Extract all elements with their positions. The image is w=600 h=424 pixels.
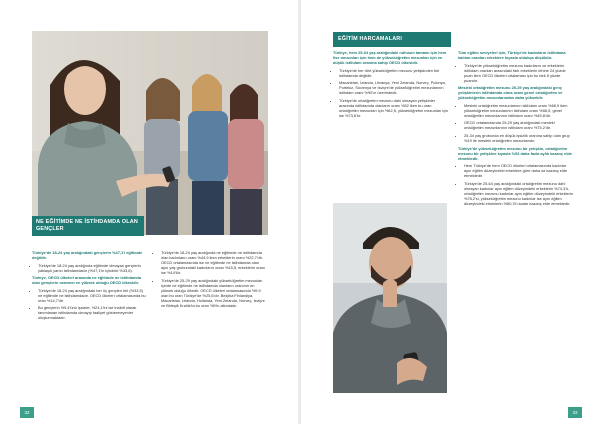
- left-column-2: [155, 250, 267, 310]
- bullet-item: • Türkiye'de 18-24 yaş aralığındaki her üç gençten biri (%33,5) ne eğitimde ne istihdamdadır. OECD ülkeleri ortalamasında bu oran %14,7'dir.: [38, 288, 148, 303]
- right-column-1: [333, 50, 451, 120]
- highlight-paragraph: Türkiye, OECD ülkeleri arasında ne eğitimde ne istihdamda olan gençlerin oranının en yüksek olduğu OECD ülkesidir.: [32, 275, 141, 286]
- section-heading-box: [32, 216, 144, 236]
- bullet-item: • Türkiye'de yükseköğretim mezunu kadınların ve erkeklerin istihdam oranları arasındaki fark erkeklerin lehine 24 yüzde puan iken OECD ülkeleri ortalaması için bu fark 6 yüzde puandır.: [464, 63, 573, 83]
- bullet-item: • Mesleki ortaöğretim mezunlarının istihdam oranı %68,9 iken yükseköğretim mezunlarının istihdam oranı %56,5, genel ortaöğretim mezunlarının istihdam oranı %45,8'dir.: [464, 103, 573, 118]
- left-page: [0, 0, 298, 424]
- bullet-item: • Türkiye'de her dört yükseköğretim mezunu yetişkinden biri istihdamda değildir.: [339, 68, 451, 78]
- bullet-item: • Bu gençlerin %9,4'ünü işsizler, %24,1'ini ise inaktif olarak tanımlanan istihdamda olmayıp faaliyet göstermeyenler oluşturmaktadır.: [38, 305, 148, 320]
- highlight-paragraph: Türkiye'de 18-24 yaş aralığındaki gençlerin %47,1'i eğitimde değildir.: [32, 250, 143, 260]
- bullet-item: • Türkiye'de 18-24 yaş aralığında eğitimde olmayan gençlerin yaklaşık yarısı istihdamdadır (%47,1'in içindeki %33,6).: [38, 263, 148, 273]
- page-number: 33: [568, 407, 582, 418]
- right-column-2: [458, 50, 573, 208]
- page-number: 32: [20, 407, 34, 418]
- highlight-paragraph: Mesleki ortaöğretim mezunu 25-29 yaş aralığındaki genç yetişkinlerin istihdamda olma oranı genel ortaöğretim ve yükseköğretim mezunlarından daha yüksektir.: [458, 85, 563, 101]
- young-man-illustration: [333, 203, 447, 393]
- bullet-list: [32, 288, 148, 321]
- bullet-item: • 25-34 yaş grubunda en düşük işsizlik oranına sahip olan grup %19 ile mesleki ortaöğretim mezunlarıdır.: [464, 133, 573, 143]
- bullet-list: [458, 63, 573, 83]
- bullet-list: [333, 68, 451, 118]
- bullet-list: [32, 263, 148, 273]
- young-man-photo: [333, 203, 447, 393]
- highlight-paragraph: Tüm eğitim seviyeleri için, Türkiye'de kadınların istihdama katılım oranları erkeklere kıyasla oldukça düşüktür.: [458, 50, 566, 60]
- bullet-item: • Hem Türkiye'de hem OECD ülkeleri ortalamasında kadınlar aynı eğitim düzeyindeki erkeklere göre daha az kazanç elde etmektedir.: [464, 163, 573, 178]
- bullet-item: • Türkiye'de 25-64 yaş aralığındaki ortaöğretim mezunu dahi olmayan kadınlar aynı eğitim düzeyindeki erkeklerin %74,3'ü, ortaöğretim mezunu kadınlar aynı eğitim düzeyindeki erkeklerin %78,2'si, yükseköğretim mezunu kadınlar ise aynı eğitim düzeyindeki erkeklerin %80,3'ü kadar kazanç elde etmektedir.: [464, 181, 573, 206]
- highlight-paragraph: Türkiye'de yükseköğretim mezunu bir yetişkin, ortaöğretim mezunu bir yetişkine kıyasla %53 daha fazla aylık kazanç elde etmektedir.: [458, 145, 572, 161]
- bullet-list: [458, 103, 573, 143]
- section-heading-box: [333, 32, 451, 47]
- section-heading: EĞİTİM HARCAMALARI: [338, 36, 403, 42]
- bullet-list: [458, 163, 573, 206]
- bullet-item: • Macaristan, İzlanda, Litvanya, Yeni Zelanda, Norveç, Polonya, Portekiz, Slovenya ve İsviçre'de yükseköğretim mezunlarının istihdam oranı %90'ın üzerindedir.: [339, 80, 451, 95]
- bullet-item: • Türkiye'de 25-29 yaş aralığındaki yükseköğretim mezunları içinde ne eğitimde ne istihdamda olanların oranının en yüksek olduğu ülkedir. OECD ülkeleri ortalamasında %9,9 olan bu oran Türkiye'de %25,6'dır. Belçika Finlandiya, Macaristan, İzlanda, Hollanda, Yeni Zelanda, Norveç, İsviçre ve Birleşik Krallık'ta bu oran %5'in altındadır.: [161, 278, 267, 308]
- teen-girls-illustration: [32, 31, 268, 235]
- highlight-paragraph: Türkiye, hem 25-64 yaş aralığındaki nüfusun tamamı için hem lise mezunları için hem de yükseköğretim mezunları için en düşük istihdam oranına sahip OECD ülkesidir.: [333, 50, 447, 65]
- bullet-item: • Türkiye'de ortaöğretim mezunu dahi olmayan yetişkinler arasında istihdamda olanların oranı %52 iken bu oran ortaöğretim mezunları için %62,5, yükseköğretim mezunları için ise %73,6'tır.: [339, 98, 451, 118]
- section-heading: NE EĞİTİMDE NE İSTİHDAMDA OLAN GENÇLER: [36, 219, 138, 232]
- left-column-1: [32, 250, 148, 323]
- bullet-item: • Türkiye'de 18-24 yaş aralığında ne eğitimde ne istihdamda olan kadınların oranı %44,9 iken erkeklerin oranı %22,7'dir. OECD ortalamasında ise ne eğitimde ne istihdamda olan aynı yaş grubundaki kadınların oranı %15,5, erkeklerin oranı ise %14'tür.: [161, 250, 267, 275]
- bullet-list: [155, 250, 267, 308]
- right-page: [301, 0, 600, 424]
- bullet-item: • OECD ortalamasında 25-29 yaş aralığındaki mesleki ortaöğretim mezunlarının istihdam oranı %75,2'dir.: [464, 120, 573, 130]
- teen-girls-photo: [32, 31, 268, 235]
